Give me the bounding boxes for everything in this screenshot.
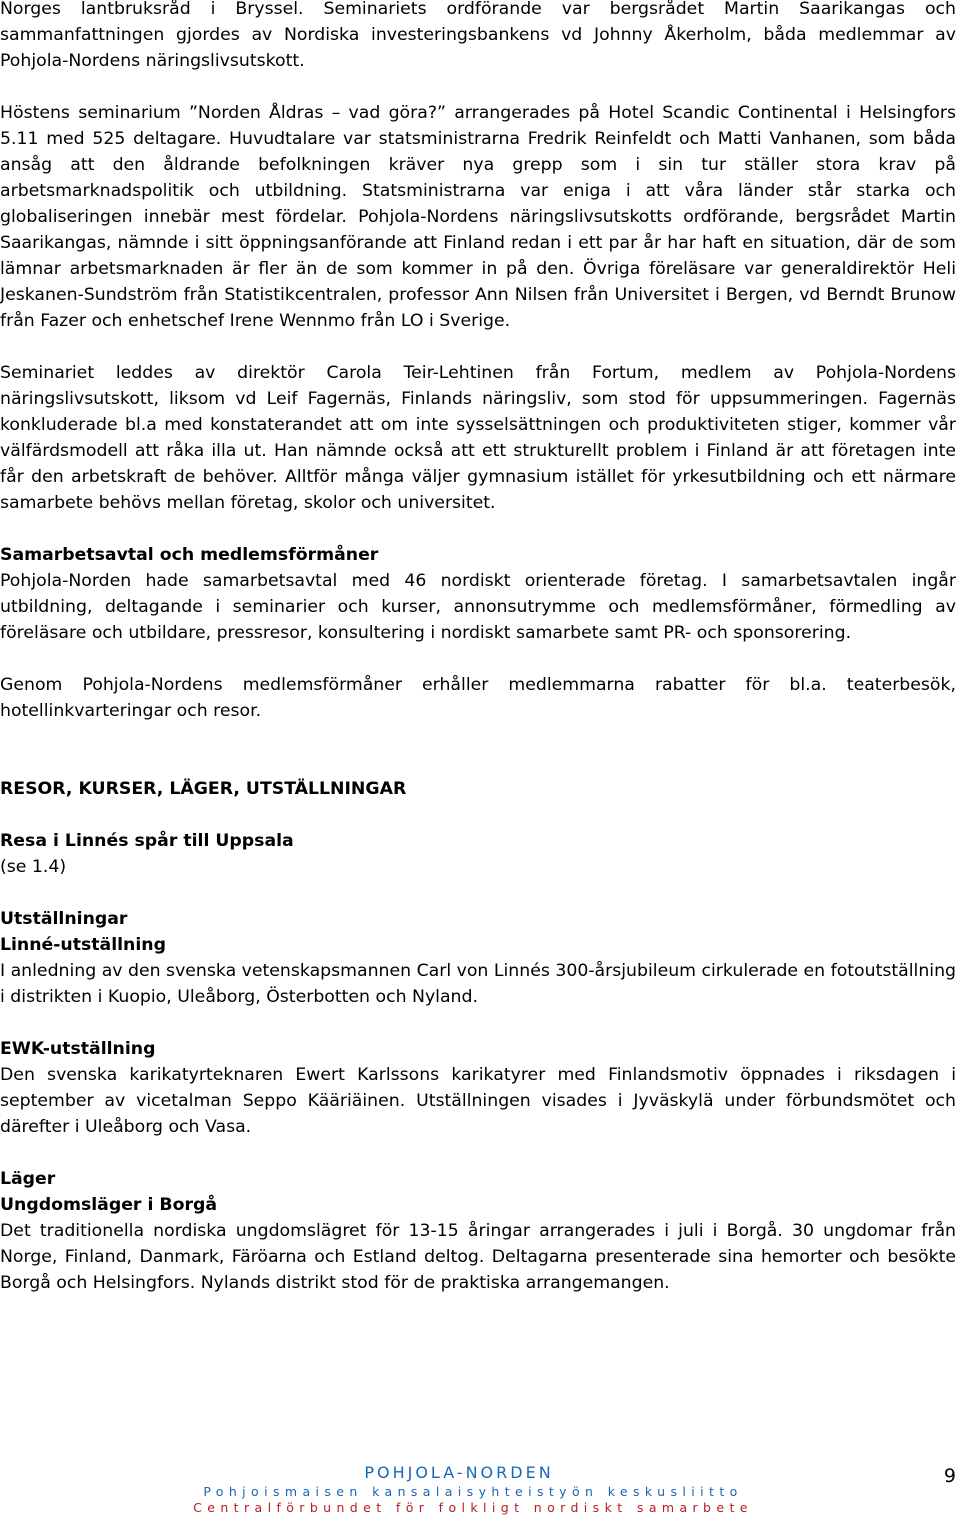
heading-cooperation-agreements: Samarbetsavtal och medlemsförmåner	[0, 545, 379, 565]
footer-finnish-name: Pohjoismaisen kansalaisyhteistyön keskusliitto	[203, 1484, 743, 1499]
page-number: 9	[943, 1465, 956, 1487]
spacer	[0, 74, 956, 100]
page-footer	[0, 1460, 960, 1518]
spacer	[0, 802, 956, 828]
paragraph-autumn-seminar: Höstens seminarium ”Norden Åldras – vad göra?” arrangerades på Hotel Scandic Continental i Helsingfors 5.11 med 525 deltagare. Huvudtalare var statsministrarna Fredrik Reinfeldt och Matti Vanhanen, som båda ansåg att den åldrande befolkningen kräver nya grepp som i sin tur ställer stora krav på arbetsmarknadspolitik och utbildning. Statsministrarna var eniga i att våra länder står starka och globaliseringen innebär mest fördelar. Pohjola-Nordens näringslivsutskotts ordförande, bergsrådet Martin Saarikangas, nämnde i sitt öppningsanförande att Finland redan i ett par år har haft en situation, där de som lämnar arbetsmarknaden är fler än de som kommer in på den. Övriga föreläsare var generaldirektör Heli Jeskanen-Sundström från Statistikcentralen, professor Ann Nilsen från Universitet i Bergen, vd Berndt Brunow från Fazer och enhetschef Irene Wennmo från LO i Sverige.	[0, 103, 956, 331]
spacer	[0, 1010, 956, 1036]
heading-ewk-exhibition: EWK-utställning	[0, 1039, 156, 1059]
heading-exhibitions: Utställningar	[0, 909, 128, 929]
heading-camps: Läger	[0, 1169, 56, 1189]
heading-linne-exhibition: Linné-utställning	[0, 935, 166, 955]
paragraph-youth-camp: Det traditionella nordiska ungdomslägret för 13-15 åringar arrangerades i juli i Borgå. 30 ungdomar från Norge, Finland, Danmark, Färöarna och Estland deltog. Deltagarna presenterade sina hemorter och besökte Borgå och Helsingfors. Nylands distrikt stod för de praktiska arrangemangen.	[0, 1221, 956, 1293]
paragraph-seminar-intro: Norges lantbruksråd i Bryssel. Seminariets ordförande var bergsrådet Martin Saarikangas och sammanfattningen gjordes av Nordiska investeringsbankens vd Johnny Åkerholm, båda medlemmar av Pohjola-Nordens näringslivsutskott.	[0, 0, 956, 71]
footer-swedish-name: Centralförbundet för folkligt nordiskt samarbete	[193, 1500, 753, 1515]
heading-linne-trip: Resa i Linnés spår till Uppsala	[0, 831, 294, 851]
paragraph-see-reference: (se 1.4)	[0, 857, 67, 877]
spacer	[0, 880, 956, 906]
spacer	[0, 334, 956, 360]
spacer	[0, 646, 956, 672]
spacer	[0, 1140, 956, 1166]
heading-youth-camp: Ungdomsläger i Borgå	[0, 1195, 217, 1215]
paragraph-ewk-exhibition: Den svenska karikatyrteknaren Ewert Karlssons karikatyrer med Finlandsmotiv öppnades i riksdagen i september av vicetalman Seppo Kääriäinen. Utställningen visades i Jyväskylä under förbundsmötet och därefter i Uleåborg och Vasa.	[0, 1065, 956, 1137]
spacer	[0, 724, 956, 776]
paragraph-member-benefits: Genom Pohjola-Nordens medlemsförmåner erhåller medlemmarna rabatter för bl.a. teaterbesök, hotellinkvarteringar och resor.	[0, 675, 956, 721]
footer-org-name: POHJOLA-NORDEN	[364, 1463, 554, 1482]
spacer	[0, 516, 956, 542]
paragraph-seminar-lead: Seminariet leddes av direktör Carola Teir-Lehtinen från Fortum, medlem av Pohjola-Nordens näringslivsutskott, liksom vd Leif Fagernäs, Finlands näringsliv, som stod för uppsummeringen. Fagernäs konkluderade bl.a med konstaterandet att om inte sysselsättningen och produktiviteten stiger, kommer vår välfärdsmodell att råka illa ut. Han nämnde också att ett strukturellt problem i Finland är att företagen inte får den arbetskraft de behöver. Alltför många väljer gymnasium istället för yrkesutbildning och ett närmare samarbete behövs mellan företag, skolor och universitet.	[0, 363, 956, 513]
heading-travel-courses-camps: RESOR, KURSER, LÄGER, UTSTÄLLNINGAR	[0, 779, 407, 799]
paragraph-linne-exhibition: I anledning av den svenska vetenskapsmannen Carl von Linnés 300-årsjubileum cirkulerade en fotoutställning i distrikten i Kuopio, Uleåborg, Österbotten och Nyland.	[0, 961, 957, 1007]
paragraph-cooperation: Pohjola-Norden hade samarbetsavtal med 46 nordiskt orienterade företag. I samarbetsavtalen ingår utbildning, deltagande i seminarier och kurser, annonsutrymme och medlemsförmåner, förmedling av föreläsare och utbildare, pressresor, konsultering i nordiskt samarbete samt PR- och sponsorering.	[0, 571, 956, 643]
